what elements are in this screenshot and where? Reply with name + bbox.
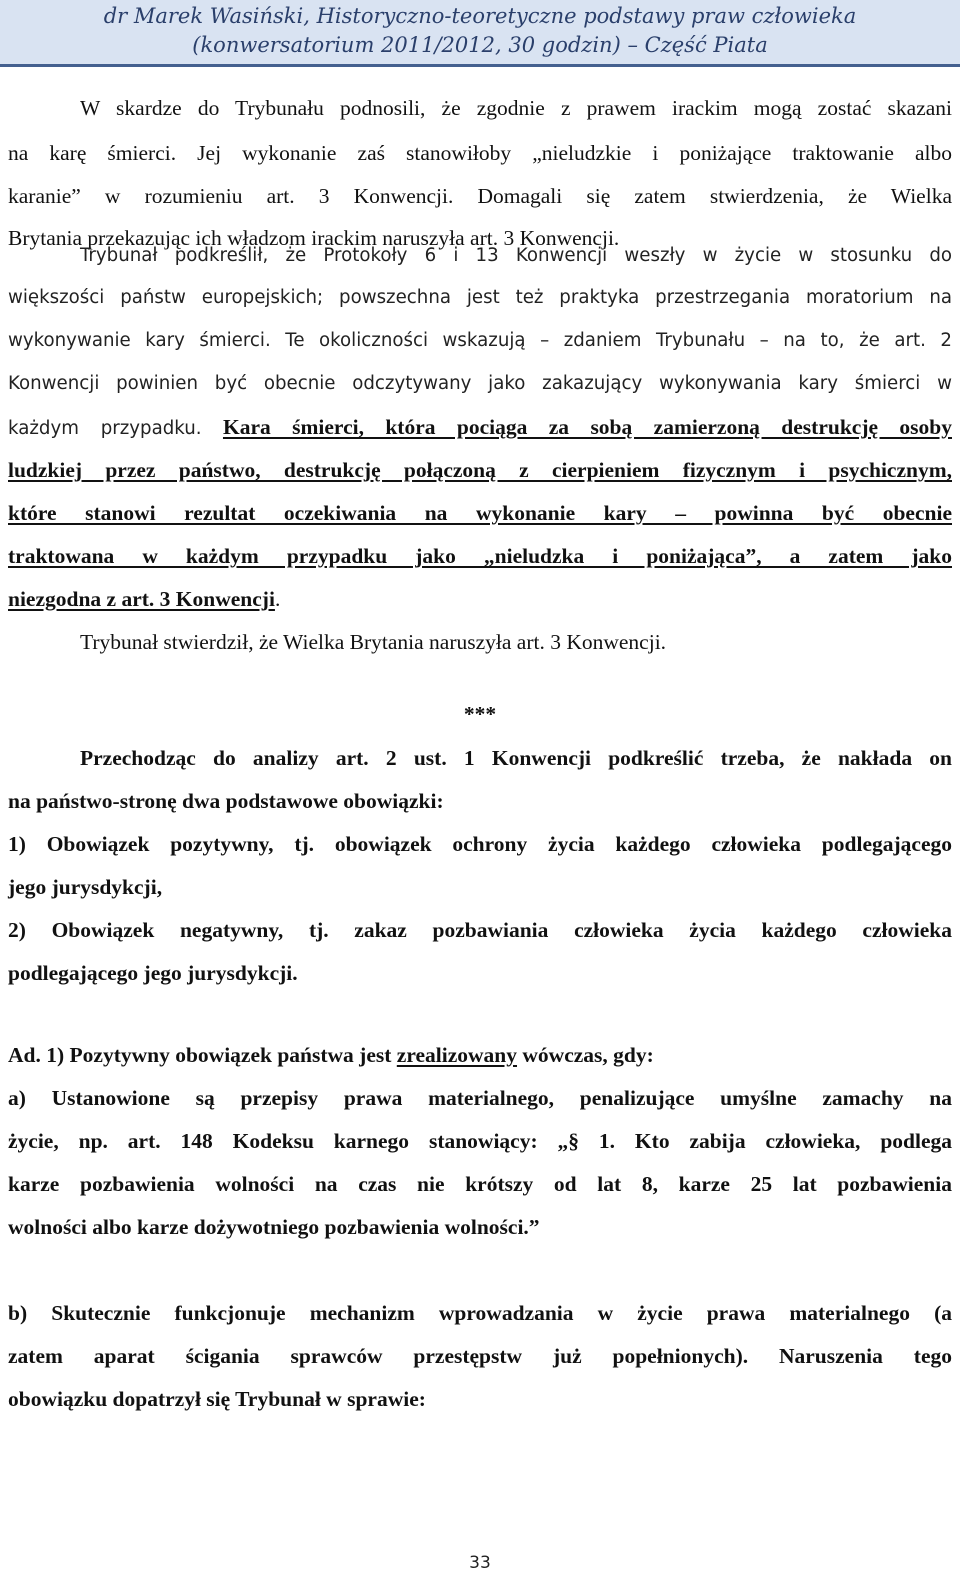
emphasis-line: ludzkiej przez państwo, destrukcję połączoną z cierpieniem fizycznym i psychicznym, bbox=[8, 458, 952, 482]
list-item-continuation: wolności albo karze dożywotniego pozbawienia wolności.” bbox=[8, 1215, 540, 1239]
paragraph-line: Brytania przekazując ich władzom irackim naruszyła art. 3 Konwencji. bbox=[8, 226, 620, 250]
list-item-continuation: zatem aparat ścigania sprawców przestępstw już popełnionych). Naruszenia tego bbox=[8, 1344, 952, 1368]
header-divider bbox=[0, 64, 960, 67]
paragraph-line: karanie” w rozumieniu art. 3 Konwencji. Domagali się zatem stwierdzenia, że Wielka bbox=[8, 184, 952, 208]
section-separator: *** bbox=[463, 702, 497, 726]
header-line-1: dr Marek Wasiński, Historyczno-teoretyczne podstawy praw człowieka bbox=[103, 4, 857, 28]
section-heading bbox=[8, 1040, 952, 1070]
header-line-2: (konwersatorium 2011/2012, 30 godzin) – Część Piata bbox=[192, 33, 768, 57]
paragraph-text: . bbox=[274, 587, 281, 611]
paragraph-text: każdym przypadku. bbox=[8, 418, 202, 439]
paragraph-line: większości państw europejskich; powszechna jest też praktyka przestrzegania moratorium na bbox=[8, 287, 952, 308]
emphasis-text: Kara śmierci, która pociąga za sobą zamierzoną destrukcję osoby bbox=[222, 415, 952, 439]
list-item-continuation: życie, np. art. 148 Kodeksu karnego stanowiący: „§ 1. Kto zabija człowieka, podlega bbox=[8, 1129, 952, 1153]
page-header bbox=[0, 0, 960, 66]
paragraph-line: wykonywanie kary śmierci. Te okoliczności wskazują – zdaniem Trybunału – na to, że art. 2 bbox=[8, 330, 952, 351]
list-item-continuation: karze pozbawienia wolności na czas nie krótszy od lat 8, karze 25 lat pozbawienia bbox=[8, 1172, 952, 1196]
paragraph-line: Trybunał stwierdził, że Wielka Brytania naruszyła art. 3 Konwencji. bbox=[80, 630, 667, 654]
page-number: 33 bbox=[469, 1553, 491, 1573]
paragraph-line: na karę śmierci. Jej wykonanie zaś stanowiłoby „nieludzkie i poniżające traktowanie albo bbox=[8, 141, 952, 165]
paragraph-line: Konwencji powinien być obecnie odczytywany jako zakazujący wykonywania kary śmierci w bbox=[8, 373, 952, 394]
emphasis-text: niezgodna z art. 3 Konwencji bbox=[8, 587, 275, 611]
list-item: b) Skutecznie funkcjonuje mechanizm wprowadzania w życie prawa materialnego (a bbox=[8, 1301, 952, 1325]
emphasis-text: zrealizowany bbox=[396, 1043, 518, 1067]
list-item-continuation: podlegającego jego jurysdykcji. bbox=[8, 961, 298, 985]
list-item: 1) Obowiązek pozytywny, tj. obowiązek ochrony życia każdego człowieka podlegającego bbox=[8, 832, 952, 856]
emphasis-line: które stanowi rezultat oczekiwania na wykonanie kary – powinna być obecnie bbox=[8, 501, 952, 525]
paragraph-line: na państwo-stronę dwa podstawowe obowiązki: bbox=[8, 789, 444, 813]
paragraph-line bbox=[8, 412, 952, 442]
emphasis-line: traktowana w każdym przypadku jako „nieludzka i poniżająca”, a zatem jako bbox=[8, 544, 952, 568]
list-item-continuation: jego jurysdykcji, bbox=[8, 875, 163, 899]
heading-text: Ad. 1) Pozytywny obowiązek państwa jest bbox=[8, 1043, 397, 1067]
paragraph-line: W skardze do Trybunału podnosili, że zgodnie z prawem irackim mogą zostać skazani bbox=[80, 96, 952, 120]
heading-text: wówczas, gdy: bbox=[517, 1043, 654, 1067]
list-item: 2) Obowiązek negatywny, tj. zakaz pozbawiania człowieka życia każdego człowieka bbox=[8, 918, 952, 942]
list-item-continuation: obowiązku dopatrzył się Trybunał w sprawie: bbox=[8, 1387, 426, 1411]
paragraph-line bbox=[8, 584, 952, 614]
paragraph-line: Trybunał podkreślił, że Protokoły 6 i 13 Konwencji weszły w życie w stosunku do bbox=[80, 245, 952, 266]
list-item: a) Ustanowione są przepisy prawa materialnego, penalizujące umyślne zamachy na bbox=[8, 1086, 952, 1110]
paragraph-line: Przechodząc do analizy art. 2 ust. 1 Konwencji podkreślić trzeba, że nakłada on bbox=[80, 746, 952, 770]
